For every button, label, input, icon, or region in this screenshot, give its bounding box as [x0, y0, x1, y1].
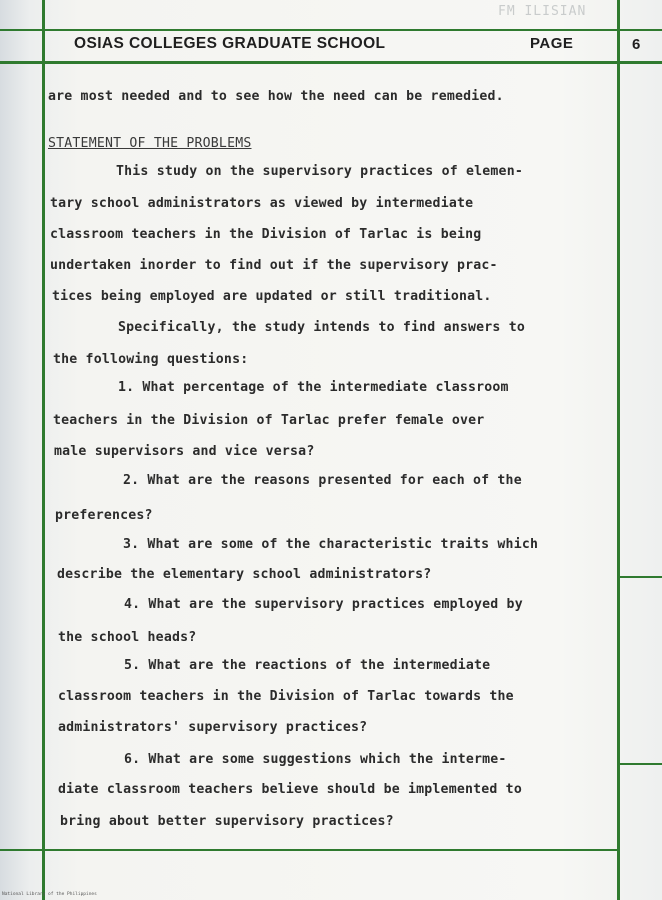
text-line: This study on the supervisory practices of elemen- [116, 164, 523, 179]
page-number: 6 [632, 36, 641, 53]
text-line: tary school administrators as viewed by intermediate [50, 196, 474, 211]
text-line: are most needed and to see how the need can be remedied. [48, 89, 504, 104]
text-line: diate classroom teachers believe should be implemented to [58, 782, 522, 797]
page-label: PAGE [530, 35, 574, 52]
question-5: 5. What are the reactions of the intermediate [124, 658, 491, 673]
text-line: Specifically, the study intends to find answers to [118, 320, 525, 335]
text-line: preferences? [55, 508, 153, 523]
question-2: 2. What are the reasons presented for each of the [123, 473, 522, 488]
rule-bottom [0, 849, 620, 851]
text-line: bring about better supervisory practices? [60, 814, 394, 829]
text-line: classroom teachers in the Division of Tarlac towards the [58, 689, 514, 704]
rule-right-margin-1 [620, 576, 662, 578]
faded-stamp: FM ILISIAN [498, 4, 587, 19]
text-line: male supervisors and vice versa? [54, 444, 315, 459]
rule-left-vertical [42, 0, 45, 900]
rule-right-margin-2 [620, 763, 662, 765]
scan-footer: National Library of the Philippines [2, 892, 97, 897]
text-line: administrators' supervisory practices? [58, 720, 368, 735]
question-1: 1. What percentage of the intermediate classroom [118, 380, 509, 395]
section-heading: STATEMENT OF THE PROBLEMS [48, 136, 252, 151]
school-name: OSIAS COLLEGES GRADUATE SCHOOL [74, 35, 386, 52]
text-line: classroom teachers in the Division of Tarlac is being [50, 227, 482, 242]
text-line: describe the elementary school administrators? [57, 567, 432, 582]
text-line: tices being employed are updated or still traditional. [52, 289, 492, 304]
text-line: the following questions: [53, 352, 249, 367]
question-6: 6. What are some suggestions which the interme- [124, 752, 507, 767]
page-header [44, 30, 620, 62]
rule-right-vertical [617, 0, 620, 900]
question-3: 3. What are some of the characteristic traits which [123, 537, 539, 552]
text-line: teachers in the Division of Tarlac prefer female over [53, 413, 485, 428]
question-4: 4. What are the supervisory practices employed by [124, 597, 523, 612]
text-line: undertaken inorder to find out if the supervisory prac- [50, 258, 498, 273]
text-line: the school heads? [58, 630, 197, 645]
